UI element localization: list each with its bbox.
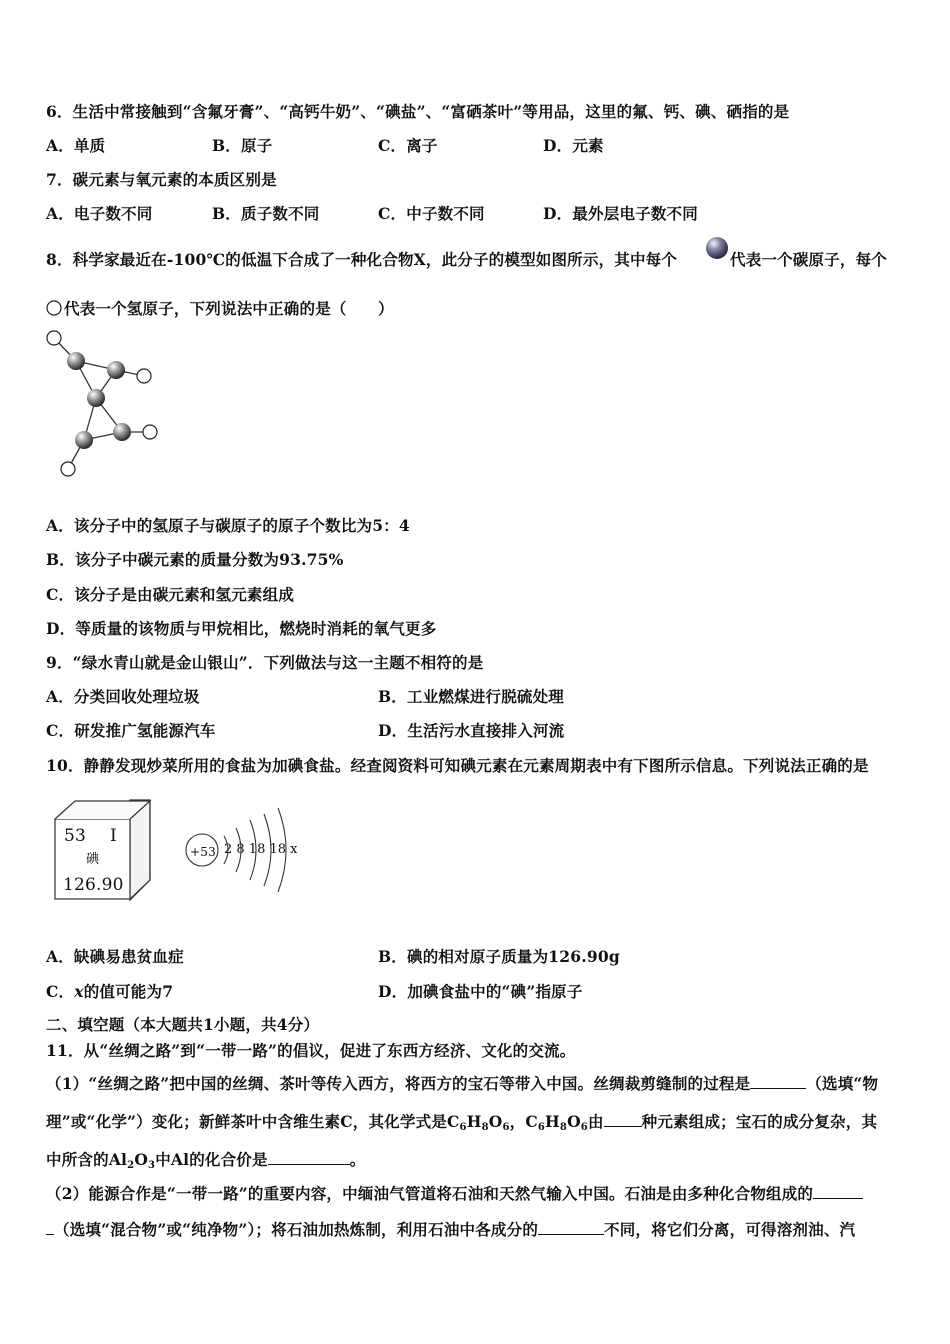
q11-part2-line1: [46, 1184, 863, 1204]
q9-option-d: D．生活污水直接排入河流: [378, 721, 565, 740]
q7-option-a: A．电子数不同: [46, 204, 153, 223]
q7-stem: 7．碳元素与氧元素的本质区别是: [46, 170, 277, 189]
q11-p1-text-b: （选填“物: [806, 1074, 879, 1093]
atom-shell-electrons: 2 8 18 18 x: [224, 842, 298, 857]
q6-option-b: B．原子: [212, 136, 273, 155]
q7-option-c: C．中子数不同: [378, 204, 485, 223]
q7-option-d: D．最外层电子数不同: [543, 204, 698, 223]
q11-p1-text-e: 种元素组成；宝石的成分复杂，其: [641, 1112, 878, 1131]
q8-option-a: A．该分子中的氢原子与碳原子的原子个数比为5：4: [46, 516, 410, 535]
q11-p2-text-b: （选填“混合物”或“纯净物”）；将石油加热炼制，利用石油中各成分的: [54, 1220, 539, 1239]
atom-nucleus-label: +53: [190, 845, 216, 859]
vitamin-c-formula-2: $C_6H_8O_6$: [525, 1112, 588, 1133]
q11-blank-4a[interactable]: [813, 1184, 863, 1199]
q9-option-a: A．分类回收处理垃圾: [46, 687, 200, 706]
q11-part1-line1: [46, 1074, 878, 1094]
q11-stem: 11．从“丝绸之路”到“一带一路”的倡议，促进了东西方经济、文化的交流。: [46, 1041, 576, 1060]
q10-stem: 10．静静发现炒菜所用的食盐为加碘食盐。经查阅资料可知碘元素在元素周期表中有下图所示信息。下列说法正确的是: [46, 756, 869, 775]
element-name: 碘: [86, 852, 100, 867]
q11-p1-text-d: 由: [587, 1112, 604, 1131]
q11-part1-line2: [46, 1112, 877, 1138]
q8-option-c: C．该分子是由碳元素和氢元素组成: [46, 585, 295, 604]
q6-option-c: C．离子: [378, 136, 438, 155]
al2o3-formula: $Al_2O_3$: [108, 1150, 156, 1171]
q9-option-c: C．研发推广氢能源汽车: [46, 721, 216, 740]
q11-blank-2[interactable]: [604, 1112, 642, 1127]
q10-option-c-prefix: C．: [46, 982, 75, 1001]
q11-p1-end: 。: [349, 1150, 366, 1169]
element-atomic-number: 53: [64, 826, 87, 846]
q7-option-b: B．质子数不同: [212, 204, 320, 223]
q11-p1-text-a: （1）“丝绸之路”把中国的丝绸、茶叶等传入西方，将西方的宝石等带入中国。丝绸裁剪缝制的过程是: [46, 1074, 751, 1093]
q8-stem-part3: 代表一个氢原子，下列说法中正确的是（ ）: [64, 299, 394, 318]
vitamin-c-formula: $C_6H_8O_6$: [447, 1112, 510, 1133]
q11-p2-text-c: 不同，将它们分离，可得溶剂油、汽: [604, 1220, 856, 1239]
q11-p1-text-c: 理”或“化学”）变化；新鲜茶叶中含维生素C，其化学式是: [46, 1112, 447, 1131]
element-mass: 126.90: [63, 875, 124, 895]
hydrogen-atom-icon: [46, 299, 66, 319]
q10-option-c-var: x: [74, 982, 84, 1001]
q8-stem-part2: 代表一个碳原子，每个: [730, 250, 888, 269]
element-symbol: I: [110, 826, 117, 846]
q11-part1-line3: [46, 1150, 365, 1176]
q10-option-a: A．缺碘易患贫血症: [46, 947, 184, 966]
q6-option-a: A．单质: [46, 136, 106, 155]
q10-option-d: D．加碘食盐中的“碘”指原子: [378, 982, 583, 1001]
q10-option-c-rest: 的值可能为7: [83, 982, 174, 1001]
q11-p1-text-g: 中Al的化合价是: [155, 1150, 268, 1169]
q6-stem: 6．生活中常接触到“含氟牙膏”、“高钙牛奶”、“碘盐”、“富硒茶叶”等用品，这里的氟、钙、碘、硒指的是: [46, 102, 790, 121]
q6-option-d: D．元素: [543, 136, 604, 155]
q11-blank-4b[interactable]: [46, 1220, 54, 1235]
q11-p2-text-a: （2）能源合作是“一带一路”的重要内容，中缅油气管道将石油和天然气输入中国。石油是由多种化合物组成的: [46, 1184, 814, 1203]
q11-blank-1[interactable]: [750, 1074, 806, 1089]
q8-option-d: D．等质量的该物质与甲烷相比，燃烧时消耗的氧气更多: [46, 619, 437, 638]
q9-stem: 9．“绿水青山就是金山银山”．下列做法与这一主题不相符的是: [46, 653, 484, 672]
q11-p1-text-f: 中所含的: [46, 1150, 109, 1169]
section-title: 二、填空题（本大题共1小题，共4分）: [46, 1015, 320, 1034]
q10-option-c: [46, 982, 173, 1002]
q10-option-b: B．碘的相对原子质量为126.90g: [378, 947, 620, 966]
carbon-atom-icon: [705, 236, 731, 262]
q8-stem-part1: 8．科学家最近在-100℃的低温下合成了一种化合物X，此分子的模型如图所示，其中每个: [46, 250, 678, 269]
q11-part2-line2: [46, 1220, 855, 1240]
q11-p1-sep: ，: [509, 1112, 526, 1131]
q11-blank-5[interactable]: [538, 1220, 604, 1235]
q11-blank-3[interactable]: [268, 1150, 350, 1165]
molecule-model-diagram: [40, 328, 170, 478]
q8-option-b: B．该分子中碳元素的质量分数为93.75%: [46, 550, 344, 569]
q9-option-b: B．工业燃煤进行脱硫处理: [378, 687, 565, 706]
